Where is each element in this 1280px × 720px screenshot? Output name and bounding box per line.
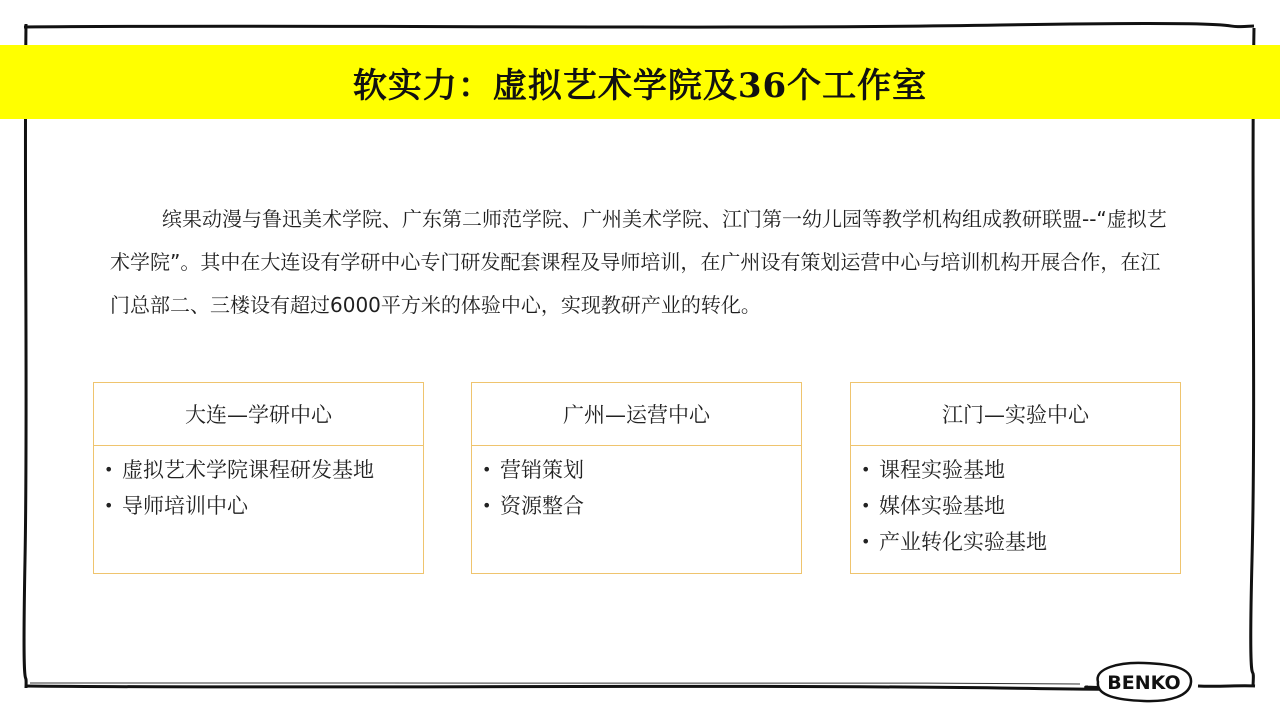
- page-title: 软实力：虚拟艺术学院及36个工作室: [352, 65, 928, 106]
- list-item: • 导师培训中心: [104, 488, 423, 524]
- intro-paragraph: 缤果动漫与鲁迅美术学院、广东第二师范学院、广州美术学院、江门第一幼儿园等教学机构组成教研联盟--“虚拟艺术学院”。其中在大连设有学研中心专门研发配套课程及导师培训，在广州设有策划运营中心与培训机构开展合作，在江门总部二、三楼设有超过6000平方米的体验中心，实现教研产业的转化。: [110, 207, 1167, 317]
- card-list: [851, 446, 1180, 560]
- card-guangzhou: [471, 382, 802, 574]
- bullet-icon: •: [861, 496, 871, 515]
- card-dalian: [93, 382, 424, 574]
- list-item: • 媒体实验基地: [861, 488, 1180, 524]
- bullet-icon: •: [482, 460, 492, 479]
- list-item: • 虚拟艺术学院课程研发基地: [104, 452, 423, 488]
- bullet-icon: •: [861, 460, 871, 479]
- card-heading: 大连—学研中心: [94, 383, 423, 446]
- card-heading: 江门—实验中心: [851, 383, 1180, 446]
- bullet-icon: •: [104, 460, 114, 479]
- logo-text: BENKO: [1107, 672, 1181, 694]
- title-bar: [0, 45, 1280, 119]
- list-item: • 资源整合: [482, 488, 801, 524]
- benko-logo: [1090, 658, 1196, 706]
- bullet-icon: •: [104, 496, 114, 515]
- card-list: [472, 446, 801, 524]
- list-item: • 产业转化实验基地: [861, 524, 1180, 560]
- bullet-icon: •: [861, 532, 871, 551]
- bullet-icon: •: [482, 496, 492, 515]
- list-item: • 课程实验基地: [861, 452, 1180, 488]
- card-list: [94, 446, 423, 524]
- card-jiangmen: [850, 382, 1181, 574]
- list-item: • 营销策划: [482, 452, 801, 488]
- card-heading: 广州—运营中心: [472, 383, 801, 446]
